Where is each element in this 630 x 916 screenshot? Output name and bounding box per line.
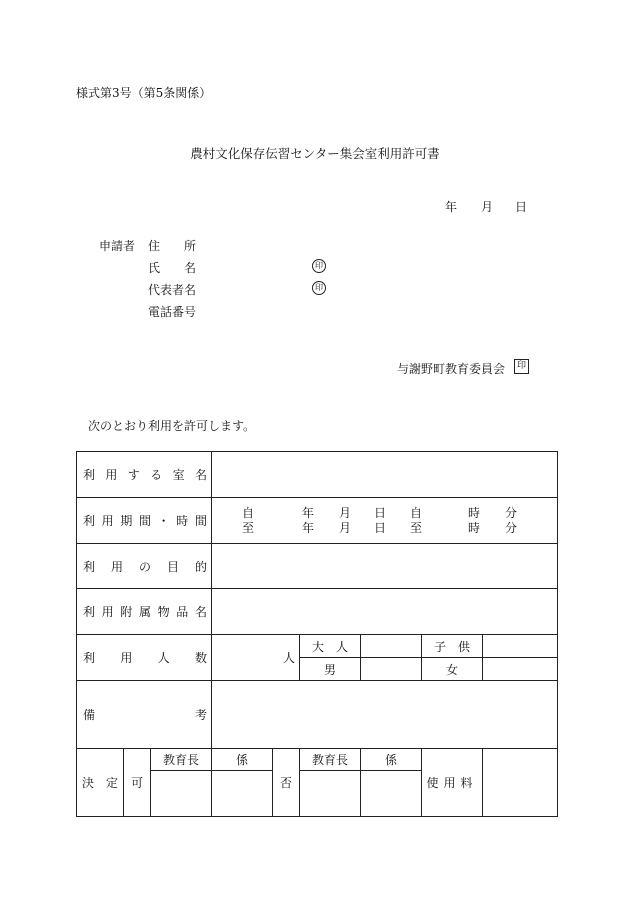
reject-clerk-seal-field[interactable] [361, 771, 422, 817]
row-period [77, 498, 558, 544]
remarks-label-cell [77, 681, 212, 749]
name-label: 氏 名 [148, 261, 197, 275]
purpose-label-cell [77, 544, 212, 589]
remarks-label: 備 考 [83, 708, 208, 722]
row-people-1 [77, 635, 558, 658]
room-field[interactable] [212, 452, 558, 498]
row-decision-1 [77, 749, 558, 771]
applicant-label: 申請者 [99, 239, 136, 253]
people-label: 利 用 人 数 [83, 651, 207, 665]
people-total-field[interactable] [212, 635, 300, 681]
date-month-label: 月 [481, 200, 494, 214]
reject-superintendent-seal-field[interactable] [300, 771, 361, 817]
issuer-name: 与謝野町教育委員会 [397, 362, 506, 376]
period-label-cell [77, 498, 212, 544]
adult-label: 大 人 [300, 635, 361, 658]
approve-clerk-seal-field[interactable] [212, 771, 273, 817]
row-purpose [77, 544, 558, 589]
address-label: 住 所 [148, 239, 197, 253]
decision-label: 決 定 [77, 749, 124, 817]
reject-label: 否 [273, 749, 300, 817]
period-field[interactable]: 自 年 月 日 自 時 分 至 年 月 日 至 時 分 [212, 498, 558, 544]
representative-seal-icon: 印 [312, 281, 326, 295]
approve-clerk-label: 係 [212, 749, 273, 771]
child-label: 子 供 [422, 635, 483, 658]
female-field[interactable] [483, 658, 558, 681]
representative-label: 代表者名 [148, 283, 197, 297]
fee-label: 使用料 [422, 749, 483, 817]
purpose-field[interactable] [212, 544, 558, 589]
permit-table [76, 451, 558, 817]
female-label: 女 [422, 658, 483, 681]
equipment-label: 利 用 附 属 物 品 名 [83, 605, 207, 619]
purpose-label: 利 用 の 目 的 [83, 559, 208, 574]
male-field[interactable] [361, 658, 422, 681]
equipment-label-cell [77, 589, 212, 635]
approve-superintendent-label: 教育長 [151, 749, 212, 771]
equipment-field[interactable] [212, 589, 558, 635]
adult-field[interactable] [361, 635, 422, 658]
male-label: 男 [300, 658, 361, 681]
name-seal-icon: 印 [312, 259, 326, 273]
date-day-label: 日 [515, 200, 528, 214]
document-title: 農村文化保存伝習センター集会室利用許可書 [190, 146, 440, 161]
reject-superintendent-label: 教育長 [300, 749, 361, 771]
room-label-cell [77, 452, 212, 498]
row-remarks [77, 681, 558, 749]
row-equipment [77, 589, 558, 635]
fee-field[interactable] [483, 749, 558, 817]
row-room [77, 452, 558, 498]
people-unit: 人 [283, 651, 296, 665]
date-year-label: 年 [445, 200, 458, 214]
approve-label: 可 [124, 749, 151, 817]
approval-statement: 次のとおり利用を許可します。 [88, 419, 256, 433]
issuer-seal-icon: 印 [514, 359, 529, 374]
room-label: 利 用 す る 室 名 [83, 468, 207, 482]
period-label: 利 用 期 間 ・ 時 間 [83, 514, 207, 528]
form-number: 様式第3号（第5条関係） [76, 86, 212, 100]
child-field[interactable] [483, 635, 558, 658]
remarks-field[interactable] [212, 681, 558, 749]
people-label-cell [77, 635, 212, 681]
phone-label: 電話番号 [148, 305, 197, 319]
approve-superintendent-seal-field[interactable] [151, 771, 212, 817]
reject-clerk-label: 係 [361, 749, 422, 771]
